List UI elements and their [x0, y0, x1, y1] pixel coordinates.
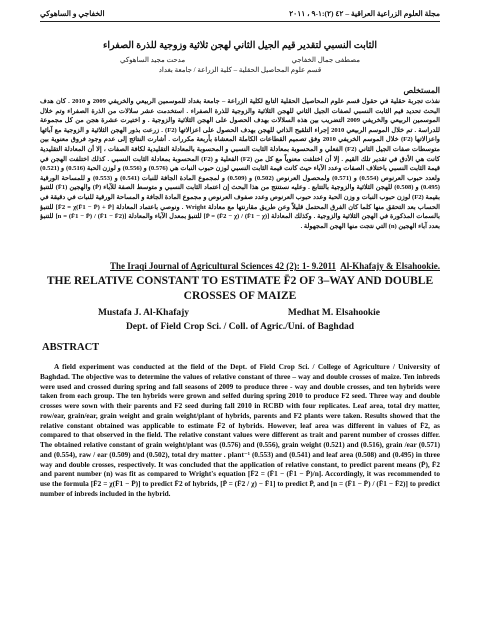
english-running-authors: Al-Khafajy & Elsahookie.	[340, 261, 440, 271]
english-abstract-heading: ABSTRACT	[42, 342, 100, 353]
english-abstract-body: A field experiment was conducted at the field of the Dept. of Field Crop Sci. / College of Agriculture / University of Baghdad. The objective was to determine the values of relative constant of three – way and double crosses of maize. Ten inbreds were used and crossed during spring and fall seasons of 2009 to produce three - way and double crosses, and ten hybrids were taken from each group. The ten hybrids were grown and selfed during spring 2010 to produce F2 seed. Three way and double crosses were sown with their parents and F2 seed during fall 2010 in RCBD with four replicates. Leaf area, total dry matter, row/ear, grain/ear, grain weight and grain weight/plant of hybrids, parents and F2 plants were taken. Results showed that the relative constant obtained was applicable to estimate F̄2 of hybrids. However, leaf area was different in values of F̄2, as compared to that observed in the field. The relative constant values were different as trait and parent number of crosses differ. The obtained relative constant of grain weight/plant was (0.576) and (0.556), grain weight (0.521) and (0.516), grain /ear (0.571) and (0.554), raw / ear (0.509) and (0.502), total dry matter . plant⁻¹ (0.553) and (0.541) and leaf area (0.508) and (0.495) in three way and double crosses, respectively. It was concluded that the application of relative constant, to predict parent means (P̄), F̄2 and parent number (n) was fit as compared to Wright's equation [F̄2 = (F̄1 − (F̄1 − P̄)/n]. Accordingly, it was recommended to use the formula [F̄2 = χ(F̄1 − P̄)] to predict F̄2 of hybrids, [P̄ = (F̄2 / χ) − F̄1] to predict P̄, and [n = (F̄1 − P̄) / (F̄1 − F̄2)] to predict number of inbreds included in the hybrid.	[40, 362, 440, 498]
english-author-2: Medhat M. Elsahookie	[287, 308, 380, 318]
header-rule	[40, 21, 440, 22]
english-running-journal: The Iraqi Journal of Agricultural Sciences 42 (2): 1- 9.2011	[110, 261, 336, 271]
english-author-1: Mustafa J. Al-Khafajy	[98, 308, 190, 318]
arabic-affiliation: قسم علوم المحاصيل الحقلية – كلية الزراعة / جامعة بغداد	[158, 66, 322, 74]
arabic-title: الثابت النسبي لتقدير قيم الجيل الثاني لهجن ثلاثية وزوجية للذرة الصفراء	[102, 41, 378, 51]
arabic-author-2: مدحت مجيد الساهوكي	[120, 56, 186, 64]
english-title: THE RELATIVE CONSTANT TO ESTIMATE F̄2 OF 3–WAY AND DOUBLE CROSSES OF MAIZE	[46, 275, 434, 302]
arabic-abstract-heading: المستخلص	[403, 86, 440, 95]
english-affiliation: Dept. of Field Crop Sci. / Coll. of Agric./Uni. of Baghdad	[125, 322, 355, 332]
arabic-journal-header: مجلة العلوم الزراعية العراقية – ٤٢ (٢):١-٩ ، ٢٠١١	[289, 8, 440, 18]
arabic-running-header	[40, 6, 440, 20]
arabic-abstract-body: نفذت تجربة حقلية في حقول قسم علوم المحاصيل الحقلية التابع لكلية الزراعة – جامعة بغداد للموسمين الربيعي والخريفي 2009 و 2010 . كان هدف البحث تحديد قيم الثابت النسبي لصفات الجيل الثاني للهجن الثلاثية والزوجية للذرة الصفراء . استخدمت عشر سلالات من الذرة الصفراء وتم خلال الموسمين الربيعي والخريفي 2009 التضريب بين هذه السلالات بهدف الحصول على الهجن الثلاثية والزوجية . و اختيرت عشرة هجن من كل مجموعة للدراسة . تم خلال الموسم الربيعي 2010 إجراء التلقيح الذاتي للهجن بهدف الحصول على اعزالاتها (F2) . زرعت بذور الهجن الثلاثية و الزوجية مع آبائها واعزالاتها (F2) خلال الموسم الخريفي 2010 وفق تصميم القطاعات الكاملة المعشاة بأربعة مكررات . أشارت النتائج إلى عدم وجود فروق معنوية بين متوسطات صفات الجيل الثاني (F2) الفعلي و المحسوبة بمعادلة الثابت النسبي و المحسوبة بالمعادلة التقليدية لكافة الصفات ، إلا أن المعادلة التقليدية كانت هي الأدق في تقدير تلك القيم . إلا أن اختلفت معنوياً مع كل من (F2) الفعلية و (F2) المحسوبة بمعادلة الثابت النسبي . كذلك اختلفت الهجن في قيمة الثابت النسبي باختلاف الصفات وعدد الآباء حيث كانت قيمة الثابت النسبي لوزن حبوب النبات هي (0.576) و (0.556) و لوزن الحبة (0.516) و (0.521) ولعدد حبوب العرنوص (0.554) و (0.571) ولمحصول العرنوص (0.502) و (0.509) و لمجموع المادة الجافة للنبات (0.541) و (0.553) و للمساحة الورقية (0.495) و (0.508) للهجن الثلاثية والزوجية بالتتابع . وعليه نستنتج من هذا البحث إن اعتماد الثابت النسبي و متوسط الصفة للآباء (P̄) والهجين (F̄1) للتنبؤ بقيمة (F2) لوزن حبوب النبات و وزن الحبة وعدد حبوب العرنوص وعدد صفوف العرنوص و مجموع المادة الجافة و المساحة الورقية للنبات في دقيقة في الحساب بعد التحقق منها كلما كان الفرق المحتمل قليلاً وعن طريق مقارنتها مع معادلة Wright . ونوصي باعتماد المعادلة [F̄2 = χ(F̄1 − P̄) + P̄] للتنبؤ بالسمات المذكورة في الهجن الثلاثية والزوجية . وكذلك المعادلة [P̄ = (F̄2 − χ) / (F̄1 − χ)] للتنبؤ بمعدل الآباء والمعادلة [n = (F̄1 − P̄) / (F̄1 − F̄2)] للتنبؤ بعدد آباء الهجين (n) التي نتجت منها الهجن المجهولة .	[40, 98, 440, 230]
english-authors	[98, 308, 380, 318]
english-running-header	[110, 261, 440, 271]
arabic-running-authors: الخفاجي و الساهوكي	[40, 8, 105, 18]
arabic-author-1: مصطفى جمال الخفاجي	[291, 56, 360, 64]
arabic-authors	[120, 56, 360, 64]
